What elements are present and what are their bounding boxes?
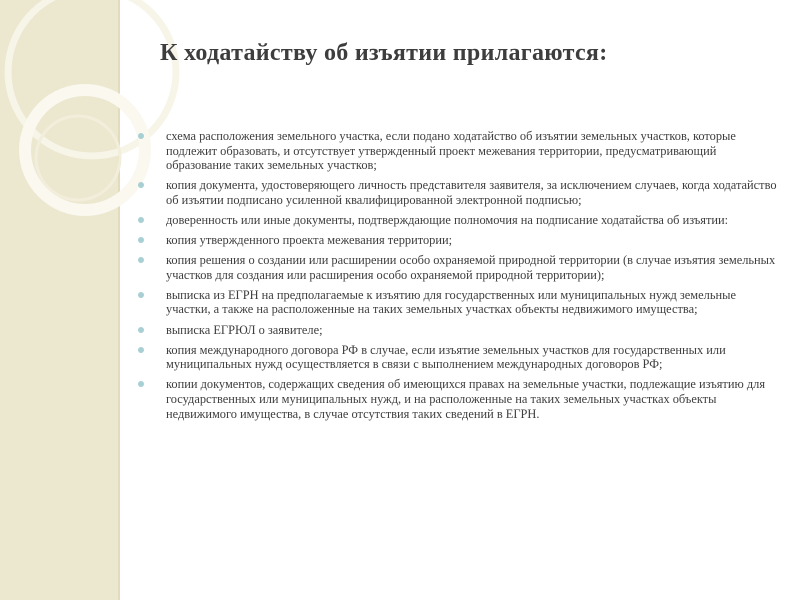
list-item (138, 129, 778, 173)
list-item-text: выписка из ЕГРН на предполагаемые к изъятию для государственных или муниципальных нужд земельные участки, а также на расположенные на таких земельных участках объекты недвижимого имущества; (166, 287, 736, 317)
list-item-text: копия документа, удостоверяющего личность представителя заявителя, за исключением случаев, когда ходатайство об изъятии подписано усиленной квалифицированной электронной подписью; (166, 178, 777, 207)
list-item (138, 288, 778, 317)
list-item (138, 377, 778, 421)
bullet-icon (138, 381, 144, 387)
list-item (138, 343, 778, 372)
bullet-icon (138, 292, 144, 298)
list-item-text: копии документов, содержащих сведения об имеющихся правах на земельные участки, подлежащие изъятию для государственных или муниципальных нужд, и на расположенные на таких земельных участках объекты недвижимого имущества, в случае отсутствия таких сведений в ЕГРН. (166, 377, 766, 421)
content-area (138, 129, 778, 427)
list-item-text: копия решения о создании или расширении особо охраняемой природной территории (в случае изъятия земельных участков для создания или расширения особо охраняемой природной территории); (166, 253, 776, 282)
bullet-icon (138, 217, 144, 223)
list-item-text: доверенность или иные документы, подтверждающие полномочия на подписание ходатайства об изъятии: (166, 212, 729, 227)
list-item (138, 213, 778, 228)
bullet-icon (138, 133, 144, 139)
bullet-icon (138, 327, 144, 333)
bullet-icon (138, 347, 144, 353)
list-item (138, 178, 778, 207)
list-item-text: копия утвержденного проекта межевания территории; (166, 233, 453, 248)
bullet-icon (138, 237, 144, 243)
slide-title: К ходатайству об изъятии прилагаются: (160, 40, 608, 66)
list-item (138, 253, 778, 282)
list-item-text: схема расположения земельного участка, если подано ходатайство об изъятии земельных участков, которые подлежит образовать, и отсутствует утвержденный проект межевания территории, предусматривающий образование таких земельных участков; (166, 129, 736, 173)
list-item (138, 233, 778, 248)
bullet-icon (138, 257, 144, 263)
attachments-list (138, 129, 778, 421)
bullet-icon (138, 182, 144, 188)
list-item-text: выписка ЕГРЮЛ о заявителе; (166, 322, 323, 337)
list-item (138, 323, 778, 338)
list-item-text: копия международного договора РФ в случае, если изъятие земельных участков для государственных или муниципальных нужд осуществляется в связи с выполнением международных договоров РФ; (166, 342, 726, 372)
